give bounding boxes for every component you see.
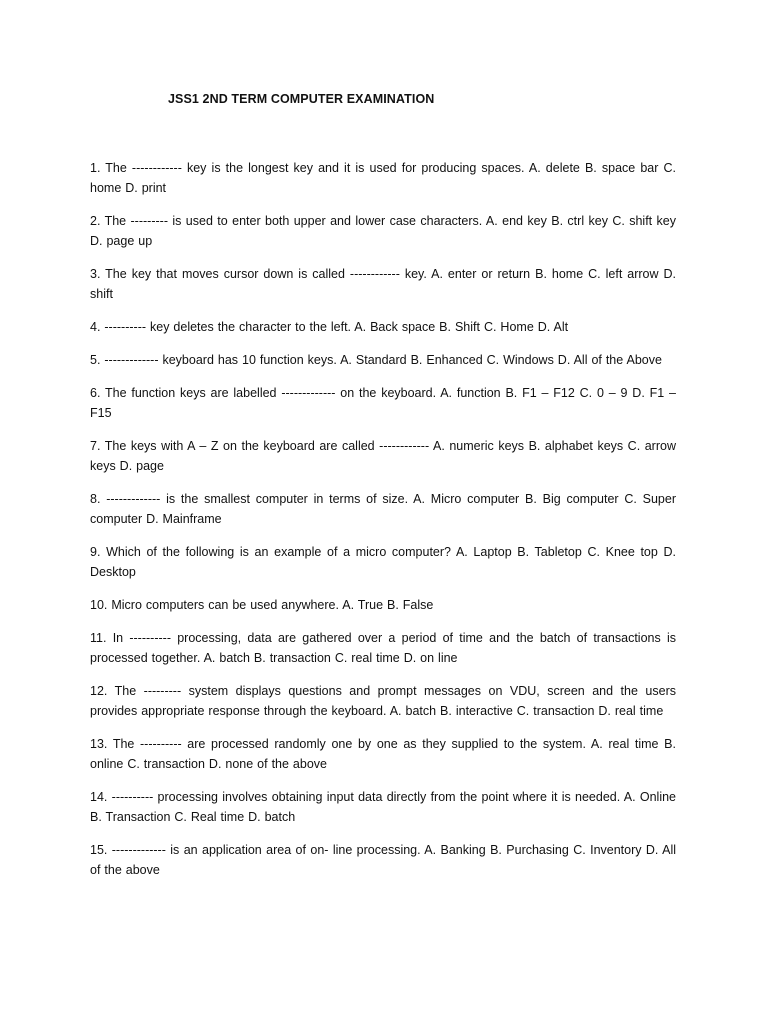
question-9: 9. Which of the following is an example of a micro computer? A. Laptop B. Tabletop C. Knee top D. Desktop — [90, 545, 676, 579]
question-4: 4. ---------- key deletes the character to the left. A. Back space B. Shift C. Home D. Alt — [90, 320, 569, 334]
question-13: 13. The ---------- are processed randomly one by one as they supplied to the system. A. real time B. online C. transaction D. none of the above — [90, 737, 676, 771]
question-12: 12. The --------- system displays questions and prompt messages on VDU, screen and the users provides appropriate response through the keyboard. A. batch B. interactive C. transaction D. real time — [90, 684, 676, 718]
question-8: 8. ------------- is the smallest computer in terms of size. A. Micro computer B. Big computer C. Super computer D. Mainframe — [90, 492, 676, 526]
question-1: 1. The ------------ key is the longest key and it is used for producing spaces. A. delete B. space bar C. home D. print — [90, 161, 676, 195]
question-15: 15. ------------- is an application area of on- line processing. A. Banking B. Purchasing C. Inventory D. All of the above — [90, 843, 676, 877]
question-10: 10. Micro computers can be used anywhere. A. True B. False — [90, 598, 434, 612]
question-14: 14. ---------- processing involves obtaining input data directly from the point where it is needed. A. Online B. Transaction C. Real time D. batch — [90, 790, 676, 824]
question-list — [90, 158, 676, 893]
question-2: 2. The --------- is used to enter both upper and lower case characters. A. end key B. ctrl key C. shift key D. page up — [90, 214, 676, 248]
question-11: 11. In ---------- processing, data are gathered over a period of time and the batch of transactions is processed together. A. batch B. transaction C. real time D. on line — [90, 631, 676, 665]
question-6: 6. The function keys are labelled ------------- on the keyboard. A. function B. F1 – F12 C. 0 – 9 D. F1 – F15 — [90, 386, 676, 420]
exam-title: JSS1 2ND TERM COMPUTER EXAMINATION — [168, 92, 435, 106]
question-7: 7. The keys with A – Z on the keyboard are called ------------ A. numeric keys B. alphabet keys C. arrow keys D. page — [90, 439, 676, 473]
question-3: 3. The key that moves cursor down is called ------------ key. A. enter or return B. home C. left arrow D. shift — [90, 267, 676, 301]
question-5: 5. ------------- keyboard has 10 function keys. A. Standard B. Enhanced C. Windows D. All of the Above — [90, 353, 662, 367]
